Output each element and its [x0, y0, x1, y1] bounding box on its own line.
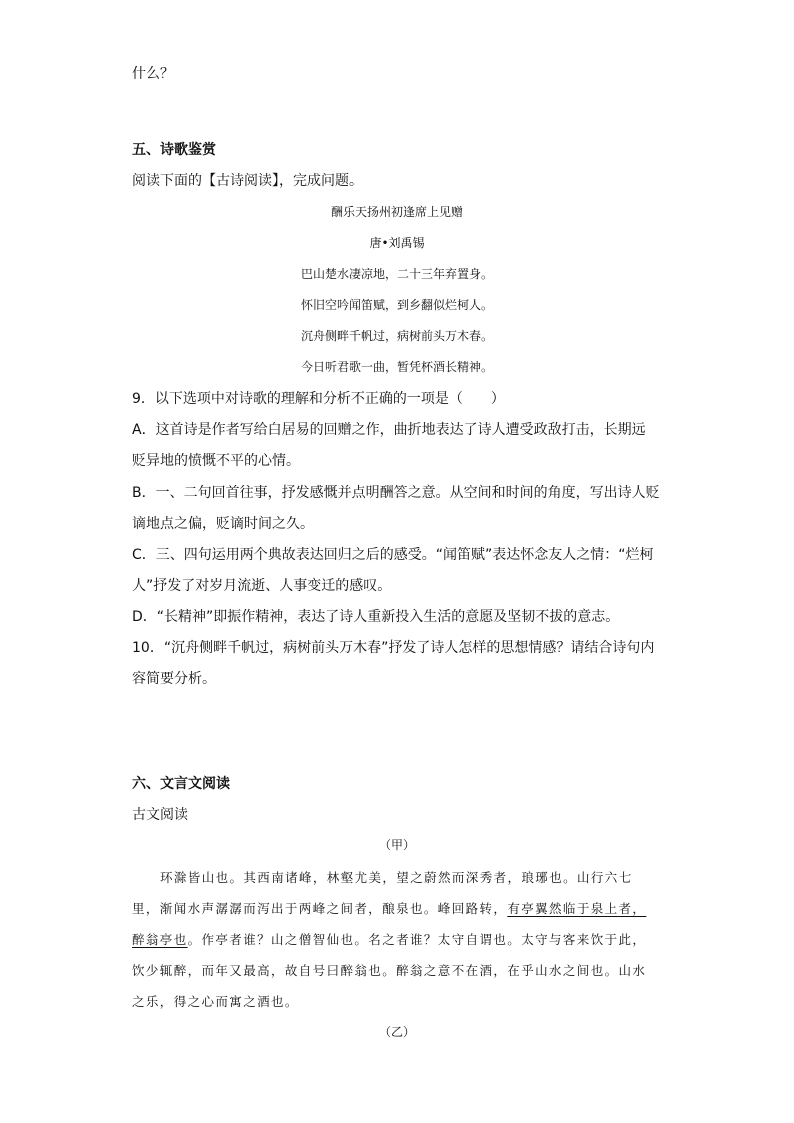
question-10: 10．“沉舟侧畔千帆过，病树前头万木春”抒发了诗人怎样的思想情感？请结合诗句内 — [132, 640, 655, 656]
passage-text: 。作亭者谁？山之僧智仙也。名之者谁？太守自谓也。太守与客来饮于此， — [187, 932, 647, 947]
passage-line: 饮少辄醉，而年又最高，故自号曰醉翁也。醉翁之意不在酒，在乎山水之间也。山水 — [132, 963, 647, 978]
question-10-cont: 容简要分析。 — [132, 671, 216, 687]
previous-question-tail: 什么？ — [132, 66, 174, 82]
passage-line — [132, 930, 646, 950]
poem-title: 酬乐天扬州初逢席上见赠 — [330, 205, 463, 219]
option-c: C．三、四句运用两个典故表达回归之后的感受。“闻笛赋”表达怀念友人之情：“烂柯 — [132, 547, 654, 563]
section-heading-poetry: 五、诗歌鉴赏 — [132, 142, 216, 158]
underlined-text: 醉翁亭也 — [132, 932, 188, 947]
poem-author: 唐•刘禹锡 — [369, 236, 425, 250]
passage-label-jia: （甲） — [378, 838, 415, 852]
option-b: B．一、二句回首往事，抒发感慨并点明酬答之意。从空间和时间的角度，写出诗人贬 — [132, 485, 660, 501]
poem-line: 沉舟侧畔千帆过，病树前头万木春。 — [300, 329, 493, 343]
poem-line: 巴山楚水凄凉地，二十三年弃置身。 — [300, 267, 493, 281]
option-a-cont: 贬异地的愤慨不平的心情。 — [132, 453, 300, 469]
option-c-cont: 人”抒发了对岁月流逝、人事变迁的感叹。 — [132, 578, 392, 594]
section-intro-classical: 古文阅读 — [132, 807, 188, 823]
section-heading-classical: 六、文言文阅读 — [132, 776, 230, 792]
poem-line: 怀旧空吟闻笛赋，到乡翻似烂柯人。 — [300, 298, 493, 312]
passage-line — [132, 899, 646, 919]
underlined-text: 有亭翼然临于泉上者， — [507, 901, 647, 916]
section-intro-poetry: 阅读下面的【古诗阅读】，完成问题。 — [132, 173, 363, 189]
passage-text: 里，渐闻水声潺潺而泻出于两峰之间者，酿泉也。峰回路转， — [132, 901, 508, 916]
passage-line: 环滁皆山也。其西南诸峰，林壑尤美，望之蔚然而深秀者，琅琊也。山行六七 — [160, 870, 633, 885]
poem-line: 今日听君歌一曲，暂凭杯酒长精神。 — [300, 360, 493, 374]
option-d: D．“长精神”即振作精神，表达了诗人重新投入生活的意愿及坚韧不拔的意志。 — [132, 609, 620, 625]
option-b-cont: 谪地点之偏，贬谪时间之久。 — [132, 516, 314, 532]
passage-line: 之乐，得之心而寓之酒也。 — [132, 994, 299, 1009]
option-a: A．这首诗是作者写给白居易的回赠之作，曲折地表达了诗人遭受政敌打击，长期远 — [132, 422, 646, 438]
question-9-stem: 9．以下选项中对诗歌的理解和分析不正确的一项是（ ） — [132, 391, 505, 407]
passage-label-yi: （乙） — [378, 1025, 415, 1039]
